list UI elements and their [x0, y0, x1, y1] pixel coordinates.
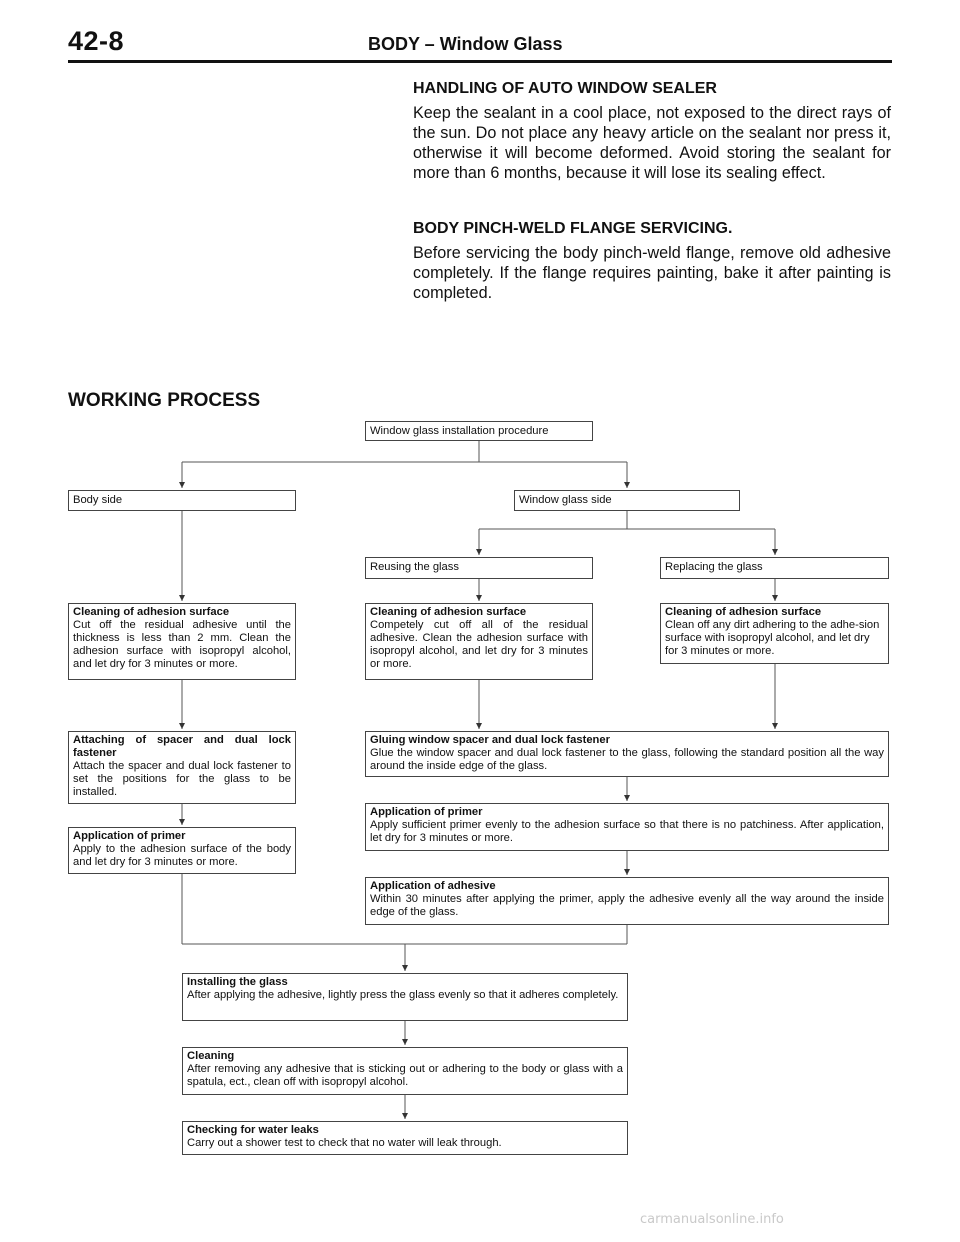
- glue-spacer-box: [365, 731, 889, 777]
- watermark: carmanualsonline.info: [640, 1212, 784, 1227]
- water-leak-text: Carry out a shower test to check that no water will leak through.: [187, 1137, 502, 1149]
- flange-heading: BODY PINCH-WELD FLANGE SERVICING.: [413, 220, 733, 237]
- root-procedure-label: Window glass installation procedure: [370, 425, 549, 437]
- body-spacer-box: [68, 731, 296, 804]
- adhesive-text: Within 30 minutes after applying the primer, apply the adhesive evenly all the way around the inside edge of the glass.: [370, 893, 884, 918]
- body-spacer-title: Attaching of spacer and dual lock fastener: [73, 734, 291, 759]
- body-primer-text: Apply to the adhesion surface of the body and let dry for 3 minutes or more.: [73, 843, 291, 868]
- body-cleaning-box: [68, 603, 296, 680]
- body-primer-box: [68, 827, 296, 874]
- root-procedure-box: [365, 421, 593, 441]
- replace-cleaning-text: Clean off any dirt adhering to the adhe-sion surface with isopropyl alcohol, and let dry for 3 minutes or more.: [665, 619, 880, 657]
- cleaning-title: Cleaning: [187, 1050, 235, 1062]
- glass-primer-text: Apply sufficient primer evenly to the adhesion surface so that there is no patchiness. After application, let dry for 3 minutes or more.: [370, 819, 884, 844]
- glass-primer-title: Application of primer: [370, 806, 483, 818]
- reusing-glass-box: [365, 557, 593, 579]
- glue-spacer-text: Glue the window spacer and dual lock fastener to the glass, following the standard position all the way around the inside edge of the glass.: [370, 747, 884, 772]
- water-leak-box: [182, 1121, 628, 1155]
- glue-spacer-title: Gluing window spacer and dual lock fastener: [370, 734, 610, 746]
- adhesive-box: [365, 877, 889, 925]
- page-title: BODY – Window Glass: [368, 34, 563, 54]
- reuse-cleaning-text: Competely cut off all of the residual adhesive. Clean the adhesion surface with isopropyl alcohol, and let dry for 3 minutes or more.: [370, 619, 588, 670]
- adhesive-title: Application of adhesive: [370, 880, 496, 892]
- replacing-glass-box: [660, 557, 889, 579]
- page-number: 42-8: [68, 26, 125, 56]
- install-glass-box: [182, 973, 628, 1021]
- reusing-glass-label: Reusing the glass: [370, 561, 459, 573]
- body-cleaning-text: Cut off the residual adhesive until the thickness is less than 2 mm. Clean the adhesion surface with isopropyl alcohol, and let dry for 3 minutes or more.: [73, 619, 291, 670]
- cleaning-text: After removing any adhesive that is sticking out or adhering to the body or glass with a spatula, ect., clean off with isopropyl alcohol.: [187, 1063, 623, 1088]
- body-side-box: [68, 490, 296, 511]
- replace-cleaning-title: Cleaning of adhesion surface: [665, 606, 822, 618]
- body-cleaning-title: Cleaning of adhesion surface: [73, 606, 230, 618]
- body-primer-title: Application of primer: [73, 830, 186, 842]
- replace-cleaning-box: [660, 603, 889, 664]
- body-spacer-text: Attach the spacer and dual lock fastener to set the positions for the glass to be installed.: [73, 760, 291, 798]
- cleaning-box: [182, 1047, 628, 1095]
- body-side-label: Body side: [73, 494, 123, 506]
- glass-side-label: Window glass side: [519, 494, 612, 506]
- sealer-paragraph: Keep the sealant in a cool place, not exposed to the direct rays of the sun. Do not place any heavy article on the sealant nor press it, otherwise it will become deformed. Avoid storing the sealant for more than 6 months, because it will lose its sealing effect.: [413, 104, 891, 182]
- flange-paragraph: Before servicing the body pinch-weld flange, remove old adhesive completely. If the flange requires painting, bake it after painting is completed.: [413, 244, 891, 302]
- reuse-cleaning-box: [365, 603, 593, 680]
- replacing-glass-label: Replacing the glass: [665, 561, 763, 573]
- reuse-cleaning-title: Cleaning of adhesion surface: [370, 606, 527, 618]
- water-leak-title: Checking for water leaks: [187, 1124, 319, 1136]
- glass-side-box: [514, 490, 740, 511]
- glass-primer-box: [365, 803, 889, 851]
- sealer-heading: HANDLING OF AUTO WINDOW SEALER: [413, 80, 717, 97]
- working-process-heading: WORKING PROCESS: [68, 390, 261, 411]
- install-glass-text: After applying the adhesive, lightly press the glass evenly so that it adheres completely.: [187, 989, 619, 1001]
- install-glass-title: Installing the glass: [187, 976, 288, 988]
